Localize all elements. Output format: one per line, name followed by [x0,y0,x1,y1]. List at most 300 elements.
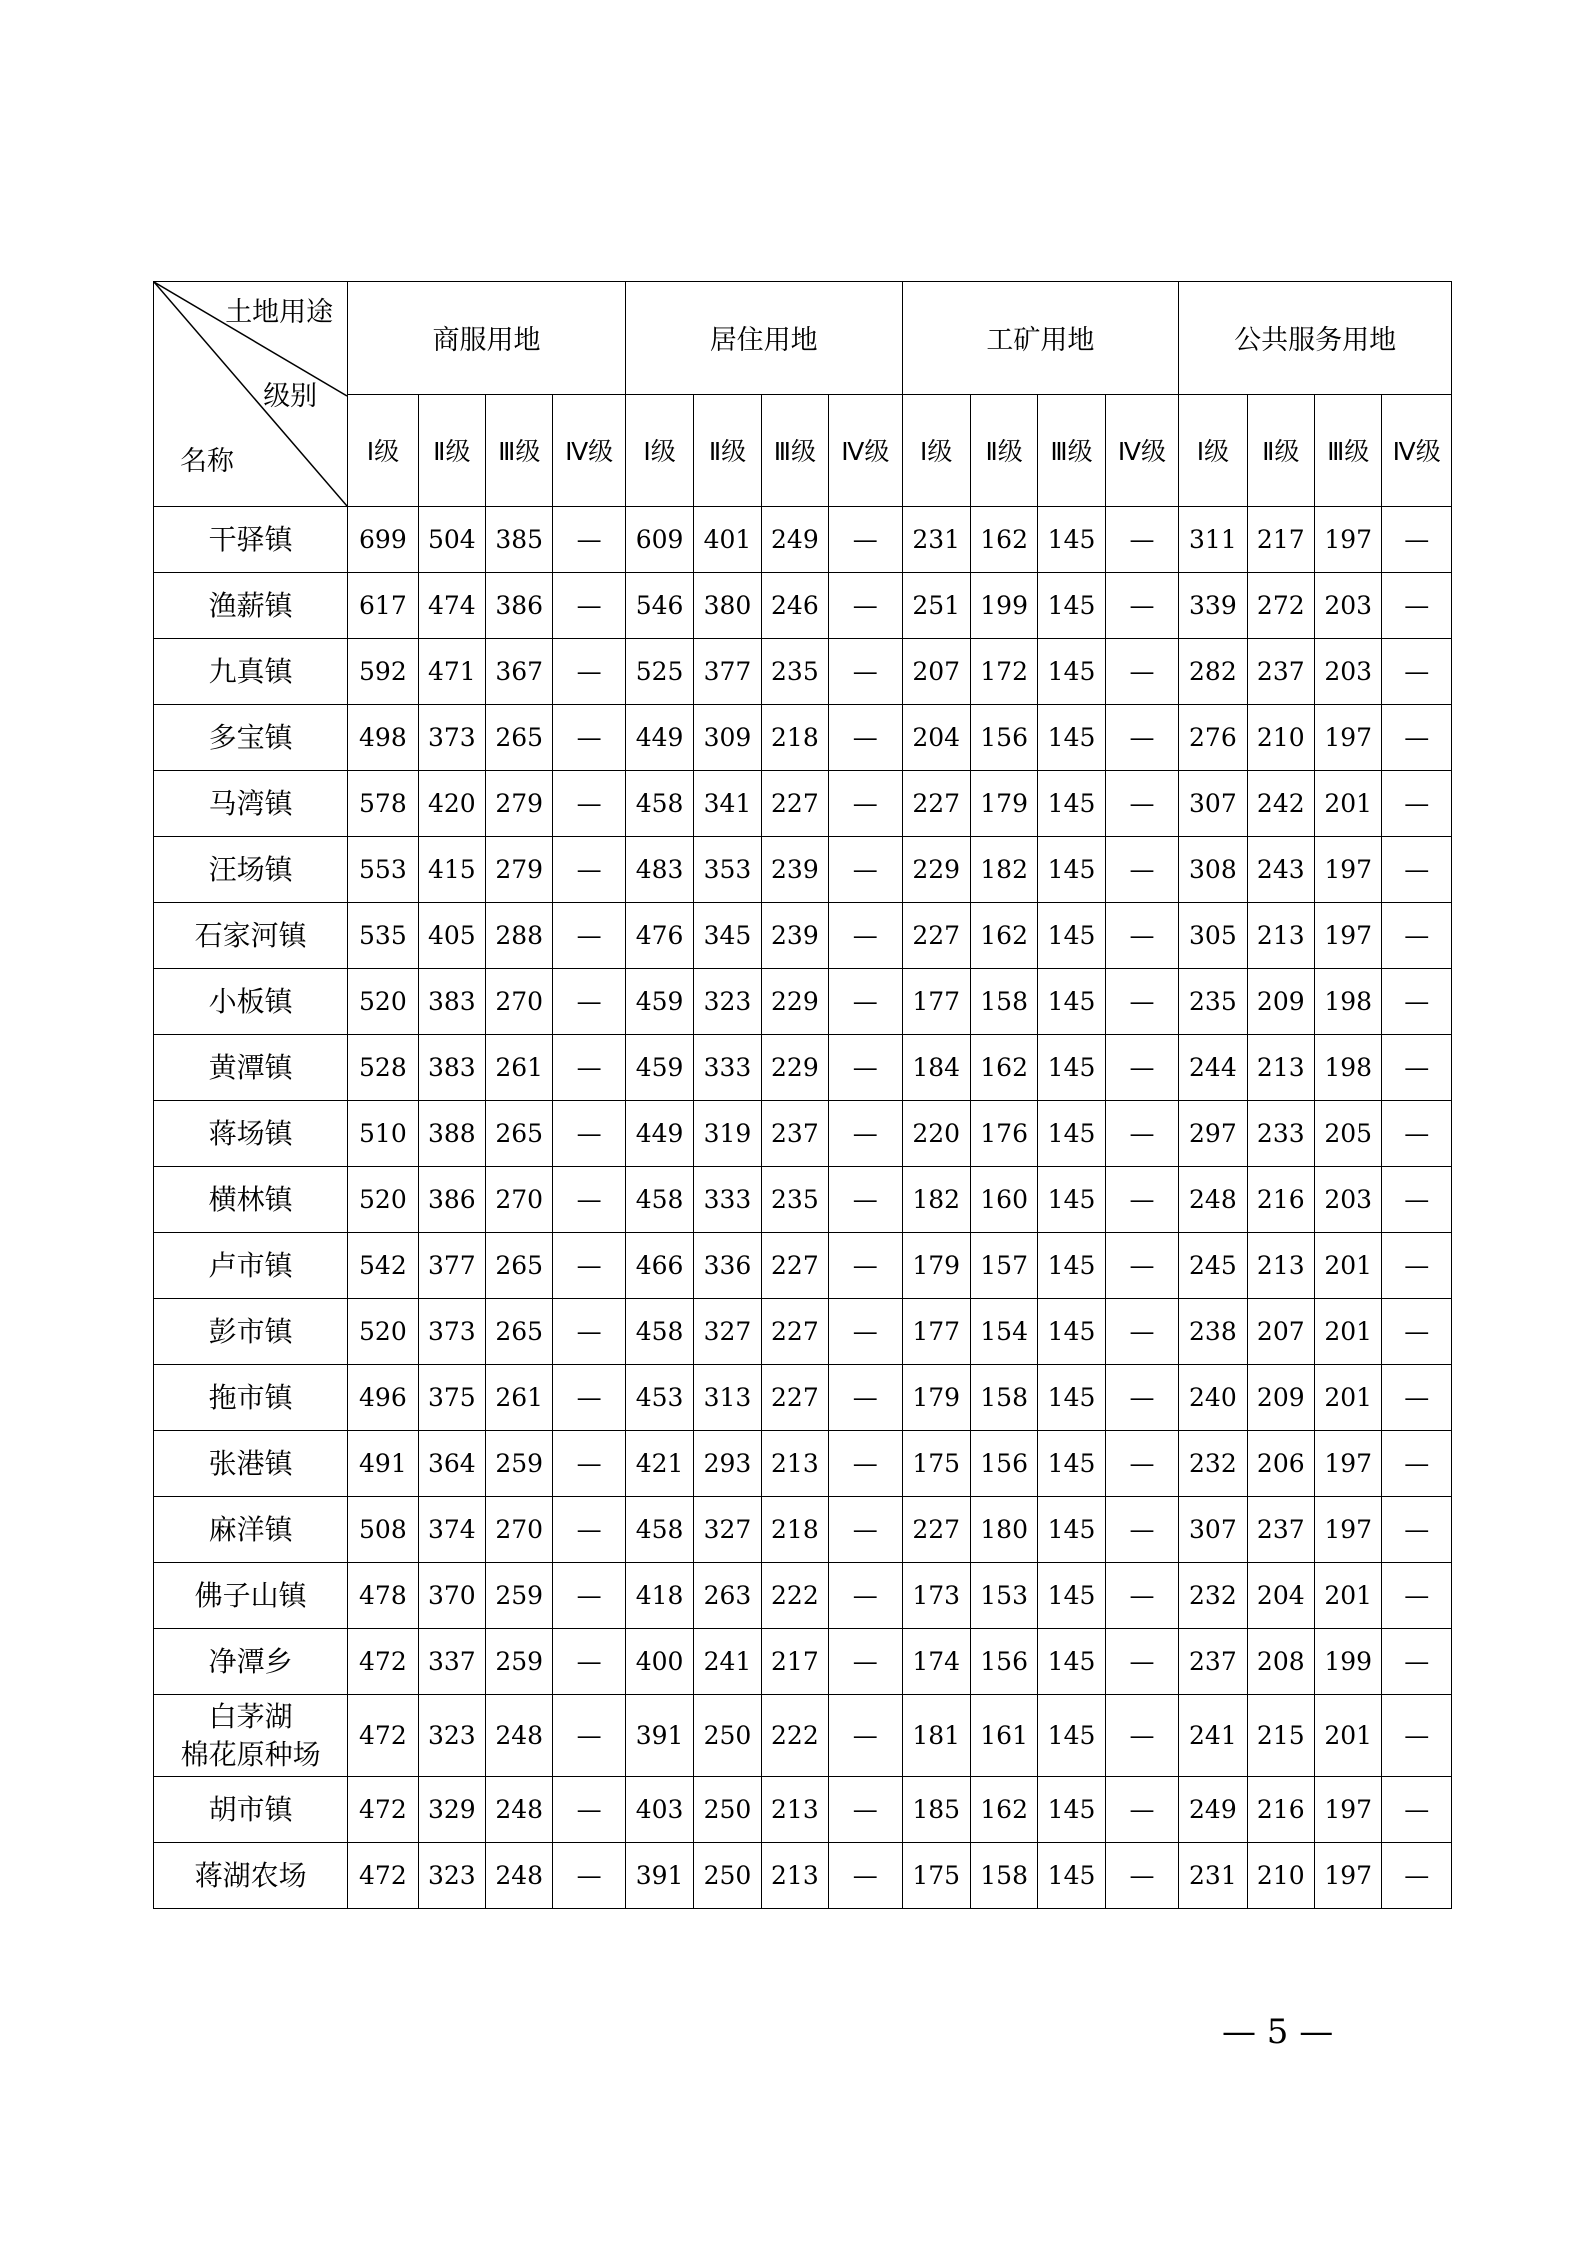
value-cell: 229 [761,969,828,1035]
value-cell: — [829,1167,902,1233]
value-cell: 476 [625,903,693,969]
table-row [154,1777,1452,1843]
value-cell: 181 [902,1695,970,1777]
value-cell: 239 [761,903,828,969]
value-cell: 145 [1038,507,1105,573]
value-cell: 261 [486,1365,553,1431]
value-cell: — [829,1695,902,1777]
value-cell: 420 [418,771,485,837]
value-cell: 145 [1038,1035,1105,1101]
value-cell: 216 [1247,1167,1314,1233]
value-cell: 199 [1314,1629,1381,1695]
value-cell: 156 [970,1629,1037,1695]
header-row-groups [154,282,1452,395]
value-cell: — [1105,1365,1178,1431]
value-cell: — [553,507,625,573]
table-row [154,837,1452,903]
level-header-cell: Ⅲ级 [761,394,828,507]
table-row [154,771,1452,837]
value-cell: 510 [348,1101,418,1167]
value-cell: 177 [902,969,970,1035]
row-name-cell: 蒋场镇 [154,1101,348,1167]
value-cell: 158 [970,1843,1037,1909]
value-cell: — [1105,507,1178,573]
table-row [154,969,1452,1035]
value-cell: — [1105,1695,1178,1777]
value-cell: 418 [625,1563,693,1629]
value-cell: 203 [1314,1167,1381,1233]
value-cell: — [1382,903,1452,969]
level-header-cell: Ⅲ级 [1038,394,1105,507]
value-cell: 251 [902,573,970,639]
value-cell: 307 [1179,771,1247,837]
value-cell: 483 [625,837,693,903]
value-cell: 508 [348,1497,418,1563]
value-cell: 185 [902,1777,970,1843]
value-cell: 156 [970,1431,1037,1497]
value-cell: 157 [970,1233,1037,1299]
value-cell: 383 [418,1035,485,1101]
value-cell: — [1105,1777,1178,1843]
value-cell: 525 [625,639,693,705]
row-name-cell: 胡市镇 [154,1777,348,1843]
value-cell: — [829,1035,902,1101]
value-cell: — [1382,771,1452,837]
value-cell: 386 [418,1167,485,1233]
value-cell: 241 [694,1629,761,1695]
value-cell: 609 [625,507,693,573]
value-cell: — [553,1365,625,1431]
value-cell: — [1105,1035,1178,1101]
value-cell: 174 [902,1629,970,1695]
value-cell: — [1382,969,1452,1035]
value-cell: 323 [418,1843,485,1909]
value-cell: 145 [1038,1563,1105,1629]
value-cell: 307 [1179,1497,1247,1563]
value-cell: 592 [348,639,418,705]
value-cell: 204 [1247,1563,1314,1629]
value-cell: — [829,771,902,837]
value-cell: 458 [625,1497,693,1563]
value-cell: — [553,1035,625,1101]
level-header-cell: Ⅱ级 [1247,394,1314,507]
group-header-industrial: 工矿用地 [902,282,1179,395]
row-name-cell: 石家河镇 [154,903,348,969]
value-cell: 415 [418,837,485,903]
value-cell: 162 [970,507,1037,573]
value-cell: — [1105,1629,1178,1695]
row-name-cell: 麻洋镇 [154,1497,348,1563]
value-cell: 180 [970,1497,1037,1563]
row-name-cell: 黄潭镇 [154,1035,348,1101]
corner-header-cell [154,282,348,507]
value-cell: — [553,1167,625,1233]
level-header-cell: Ⅳ级 [829,394,902,507]
corner-label-level: 级别 [263,381,318,412]
value-cell: — [553,837,625,903]
value-cell: 244 [1179,1035,1247,1101]
value-cell: 449 [625,705,693,771]
value-cell: 227 [902,1497,970,1563]
value-cell: 154 [970,1299,1037,1365]
value-cell: 391 [625,1843,693,1909]
value-cell: 459 [625,969,693,1035]
value-cell: 145 [1038,1843,1105,1909]
value-cell: — [1105,573,1178,639]
value-cell: 391 [625,1695,693,1777]
value-cell: 243 [1247,837,1314,903]
value-cell: 305 [1179,903,1247,969]
value-cell: 229 [902,837,970,903]
value-cell: 421 [625,1431,693,1497]
value-cell: — [829,1563,902,1629]
value-cell: 498 [348,705,418,771]
value-cell: 496 [348,1365,418,1431]
value-cell: 542 [348,1233,418,1299]
value-cell: — [553,1101,625,1167]
value-cell: 209 [1247,969,1314,1035]
value-cell: — [829,837,902,903]
value-cell: 265 [486,1233,553,1299]
table-row [154,1167,1452,1233]
value-cell: 231 [1179,1843,1247,1909]
value-cell: 201 [1314,1365,1381,1431]
value-cell: — [1382,1035,1452,1101]
value-cell: 210 [1247,705,1314,771]
value-cell: 458 [625,1167,693,1233]
value-cell: 380 [694,573,761,639]
value-cell: 233 [1247,1101,1314,1167]
level-header-cell: Ⅱ级 [694,394,761,507]
value-cell: 227 [761,1365,828,1431]
value-cell: 206 [1247,1431,1314,1497]
value-cell: 153 [970,1563,1037,1629]
value-cell: 145 [1038,1695,1105,1777]
value-cell: — [1382,573,1452,639]
value-cell: — [1105,1299,1178,1365]
level-header-cell: Ⅳ级 [553,394,625,507]
value-cell: 201 [1314,1233,1381,1299]
value-cell: 182 [902,1167,970,1233]
value-cell: 472 [348,1843,418,1909]
level-header-cell: Ⅱ级 [970,394,1037,507]
table-row [154,573,1452,639]
row-name-cell: 小板镇 [154,969,348,1035]
value-cell: 173 [902,1563,970,1629]
value-cell: 203 [1314,639,1381,705]
value-cell: 197 [1314,903,1381,969]
value-cell: 528 [348,1035,418,1101]
value-cell: 617 [348,573,418,639]
corner-label-land-use: 土地用途 [225,297,334,328]
value-cell: 218 [761,705,828,771]
value-cell: 341 [694,771,761,837]
value-cell: 345 [694,903,761,969]
value-cell: — [1382,1431,1452,1497]
value-cell: 478 [348,1563,418,1629]
value-cell: 265 [486,705,553,771]
value-cell: — [829,969,902,1035]
value-cell: 238 [1179,1299,1247,1365]
value-cell: 198 [1314,1035,1381,1101]
value-cell: — [829,1497,902,1563]
value-cell: 201 [1314,1695,1381,1777]
row-name-cell: 汪场镇 [154,837,348,903]
row-name-cell: 多宝镇 [154,705,348,771]
value-cell: 403 [625,1777,693,1843]
value-cell: 471 [418,639,485,705]
value-cell: 248 [486,1777,553,1843]
value-cell: 179 [970,771,1037,837]
value-cell: 179 [902,1233,970,1299]
value-cell: 270 [486,1167,553,1233]
value-cell: 162 [970,1035,1037,1101]
value-cell: — [829,903,902,969]
value-cell: 227 [902,771,970,837]
row-name-cell: 张港镇 [154,1431,348,1497]
value-cell: — [829,1777,902,1843]
value-cell: 472 [348,1695,418,1777]
value-cell: 175 [902,1431,970,1497]
value-cell: 239 [761,837,828,903]
value-cell: — [553,1695,625,1777]
value-cell: 329 [418,1777,485,1843]
value-cell: — [1382,1365,1452,1431]
table-row [154,639,1452,705]
table-row [154,903,1452,969]
value-cell: 553 [348,837,418,903]
level-header-cell: Ⅱ级 [418,394,485,507]
value-cell: — [553,573,625,639]
table-row [154,1695,1452,1777]
row-name-cell: 卢市镇 [154,1233,348,1299]
value-cell: 319 [694,1101,761,1167]
level-header-cell: Ⅰ级 [348,394,418,507]
level-header-cell: Ⅲ级 [1314,394,1381,507]
value-cell: 401 [694,507,761,573]
value-cell: 227 [761,1233,828,1299]
level-header-cell: Ⅰ级 [625,394,693,507]
value-cell: 327 [694,1299,761,1365]
value-cell: 158 [970,1365,1037,1431]
value-cell: — [829,507,902,573]
value-cell: 229 [761,1035,828,1101]
header-row-levels [154,394,1452,507]
value-cell: 270 [486,969,553,1035]
value-cell: — [829,1233,902,1299]
value-cell: — [553,1431,625,1497]
value-cell: — [1382,837,1452,903]
value-cell: 227 [902,903,970,969]
value-cell: 197 [1314,507,1381,573]
value-cell: 177 [902,1299,970,1365]
value-cell: 373 [418,1299,485,1365]
row-name-cell: 干驿镇 [154,507,348,573]
value-cell: — [553,771,625,837]
value-cell: 197 [1314,705,1381,771]
value-cell: 248 [486,1843,553,1909]
value-cell: 199 [970,573,1037,639]
value-cell: 259 [486,1563,553,1629]
table-row [154,1035,1452,1101]
value-cell: 145 [1038,1233,1105,1299]
value-cell: 272 [1247,573,1314,639]
table-row [154,1431,1452,1497]
value-cell: 313 [694,1365,761,1431]
value-cell: 309 [694,705,761,771]
row-name-cell: 拖市镇 [154,1365,348,1431]
table-row [154,507,1452,573]
value-cell: 220 [902,1101,970,1167]
value-cell: 215 [1247,1695,1314,1777]
value-cell: 217 [1247,507,1314,573]
page-number: — 5 — [1222,2012,1334,2052]
value-cell: 458 [625,1299,693,1365]
value-cell: 265 [486,1299,553,1365]
row-name-cell: 横林镇 [154,1167,348,1233]
value-cell: 373 [418,705,485,771]
value-cell: 201 [1314,1563,1381,1629]
value-cell: 213 [1247,1233,1314,1299]
row-name-cell: 佛子山镇 [154,1563,348,1629]
value-cell: 207 [1247,1299,1314,1365]
value-cell: — [829,1431,902,1497]
value-cell: — [1105,1167,1178,1233]
group-header-commercial: 商服用地 [348,282,626,395]
value-cell: 377 [694,639,761,705]
value-cell: 491 [348,1431,418,1497]
value-cell: 279 [486,837,553,903]
group-header-residential: 居住用地 [625,282,902,395]
value-cell: 240 [1179,1365,1247,1431]
value-cell: 449 [625,1101,693,1167]
value-cell: — [1105,1497,1178,1563]
corner-label-name: 名称 [180,446,234,477]
value-cell: 246 [761,573,828,639]
value-cell: 216 [1247,1777,1314,1843]
value-cell: — [1105,1843,1178,1909]
row-name-cell: 彭市镇 [154,1299,348,1365]
value-cell: — [829,639,902,705]
value-cell: — [829,1101,902,1167]
value-cell: 213 [761,1431,828,1497]
value-cell: — [1382,507,1452,573]
value-cell: 205 [1314,1101,1381,1167]
value-cell: 203 [1314,573,1381,639]
value-cell: 207 [902,639,970,705]
value-cell: — [1382,1167,1452,1233]
value-cell: — [829,705,902,771]
row-name-cell: 白茅湖 棉花原种场 [154,1695,348,1777]
value-cell: 201 [1314,1299,1381,1365]
value-cell: 333 [694,1167,761,1233]
value-cell: 145 [1038,1365,1105,1431]
value-cell: — [1105,837,1178,903]
value-cell: 323 [418,1695,485,1777]
value-cell: 458 [625,771,693,837]
value-cell: 261 [486,1035,553,1101]
value-cell: 209 [1247,1365,1314,1431]
value-cell: 386 [486,573,553,639]
table-row [154,1843,1452,1909]
value-cell: 546 [625,573,693,639]
value-cell: 227 [761,1299,828,1365]
value-cell: 535 [348,903,418,969]
value-cell: 208 [1247,1629,1314,1695]
value-cell: — [553,705,625,771]
value-cell: 367 [486,639,553,705]
value-cell: — [1105,903,1178,969]
value-cell: — [1382,1629,1452,1695]
value-cell: 232 [1179,1431,1247,1497]
value-cell: 279 [486,771,553,837]
value-cell: 160 [970,1167,1037,1233]
value-cell: 327 [694,1497,761,1563]
value-cell: 237 [761,1101,828,1167]
value-cell: 400 [625,1629,693,1695]
group-header-public-service: 公共服务用地 [1179,282,1452,395]
value-cell: 176 [970,1101,1037,1167]
level-header-cell: Ⅳ级 [1105,394,1178,507]
value-cell: 145 [1038,969,1105,1035]
value-cell: 339 [1179,573,1247,639]
value-cell: 197 [1314,1497,1381,1563]
value-cell: — [1105,771,1178,837]
value-cell: 197 [1314,1843,1381,1909]
table-row [154,705,1452,771]
value-cell: — [1382,1563,1452,1629]
value-cell: 145 [1038,639,1105,705]
level-header-cell: Ⅳ级 [1382,394,1452,507]
value-cell: 235 [761,639,828,705]
value-cell: — [829,1629,902,1695]
value-cell: 453 [625,1365,693,1431]
value-cell: 311 [1179,507,1247,573]
value-cell: — [1105,639,1178,705]
value-cell: 472 [348,1777,418,1843]
value-cell: 179 [902,1365,970,1431]
value-cell: — [1105,1431,1178,1497]
value-cell: 578 [348,771,418,837]
value-cell: 472 [348,1629,418,1695]
value-cell: 370 [418,1563,485,1629]
value-cell: 145 [1038,1777,1105,1843]
value-cell: — [1382,639,1452,705]
value-cell: 237 [1247,1497,1314,1563]
table-row [154,1629,1452,1695]
value-cell: 145 [1038,1497,1105,1563]
value-cell: 213 [1247,903,1314,969]
value-cell: — [553,639,625,705]
value-cell: 308 [1179,837,1247,903]
value-cell: 217 [761,1629,828,1695]
value-cell: 337 [418,1629,485,1695]
level-header-cell: Ⅰ级 [1179,394,1247,507]
value-cell: — [1105,1101,1178,1167]
value-cell: 459 [625,1035,693,1101]
row-name-cell: 九真镇 [154,639,348,705]
level-header-cell: Ⅲ级 [486,394,553,507]
table-row [154,1365,1452,1431]
value-cell: — [829,1299,902,1365]
value-cell: 235 [761,1167,828,1233]
value-cell: 145 [1038,903,1105,969]
value-cell: — [829,1843,902,1909]
value-cell: 145 [1038,705,1105,771]
value-cell: 145 [1038,1101,1105,1167]
value-cell: 353 [694,837,761,903]
row-name-cell: 净潭乡 [154,1629,348,1695]
